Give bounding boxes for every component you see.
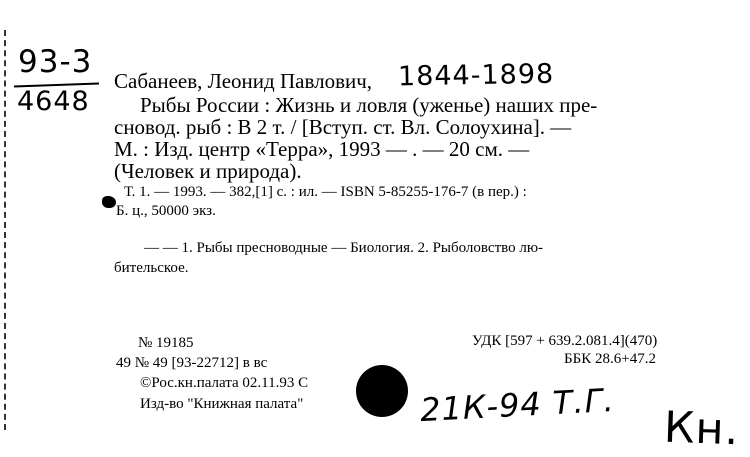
handwritten-shelf-code-bottom: 4648: [17, 86, 90, 117]
title-line-2: сновод. рыб : В 2 т. / [Вступ. ст. Вл. Солоухина]. —: [114, 115, 572, 139]
handwritten-mark: Кн.: [663, 402, 741, 456]
volume-line: Т. 1. — 1993. — 382,[1] с. : ил. — ISBN 5-85255-176-7 (в пер.) :: [124, 184, 527, 200]
copyright-line: ©Рос.кн.палата 02.11.93 С: [140, 375, 309, 391]
handwritten-author-years: 1844-1898: [397, 58, 555, 93]
black-stamp-dot: [356, 365, 408, 417]
series-line: (Человек и природа).: [114, 159, 302, 183]
bbk-index: ББК 28.6+47.2: [564, 351, 656, 367]
subjects-line-2: бительское.: [114, 260, 189, 276]
record-number: № 19185: [138, 335, 194, 351]
ink-blot: [102, 196, 116, 208]
title-line-1: Рыбы России : Жизнь и ловля (уженье) наших пре-: [140, 93, 598, 117]
imprint-line: М. : Изд. центр «Терра», 1993 — . — 20 см. —: [114, 137, 530, 161]
publisher-line: Изд-во "Книжная палата": [140, 396, 304, 412]
author-heading: Сабанеев, Леонид Павлович,: [114, 69, 373, 93]
price-line: Б. ц., 50000 экз.: [116, 203, 216, 219]
subjects-line-1: — — 1. Рыбы пресноводные — Биология. 2. Рыболовство лю-: [144, 240, 544, 256]
handwritten-accession-note: 21К-94 Т.Г.: [419, 380, 616, 430]
number-line: 49 № 49 [93-22712] в вс: [116, 355, 268, 371]
handwritten-shelf-code-top: 93-3: [18, 44, 93, 80]
udk-index: УДК [597 + 639.2.081.4](470): [472, 333, 658, 349]
card-left-edge: [4, 30, 6, 430]
